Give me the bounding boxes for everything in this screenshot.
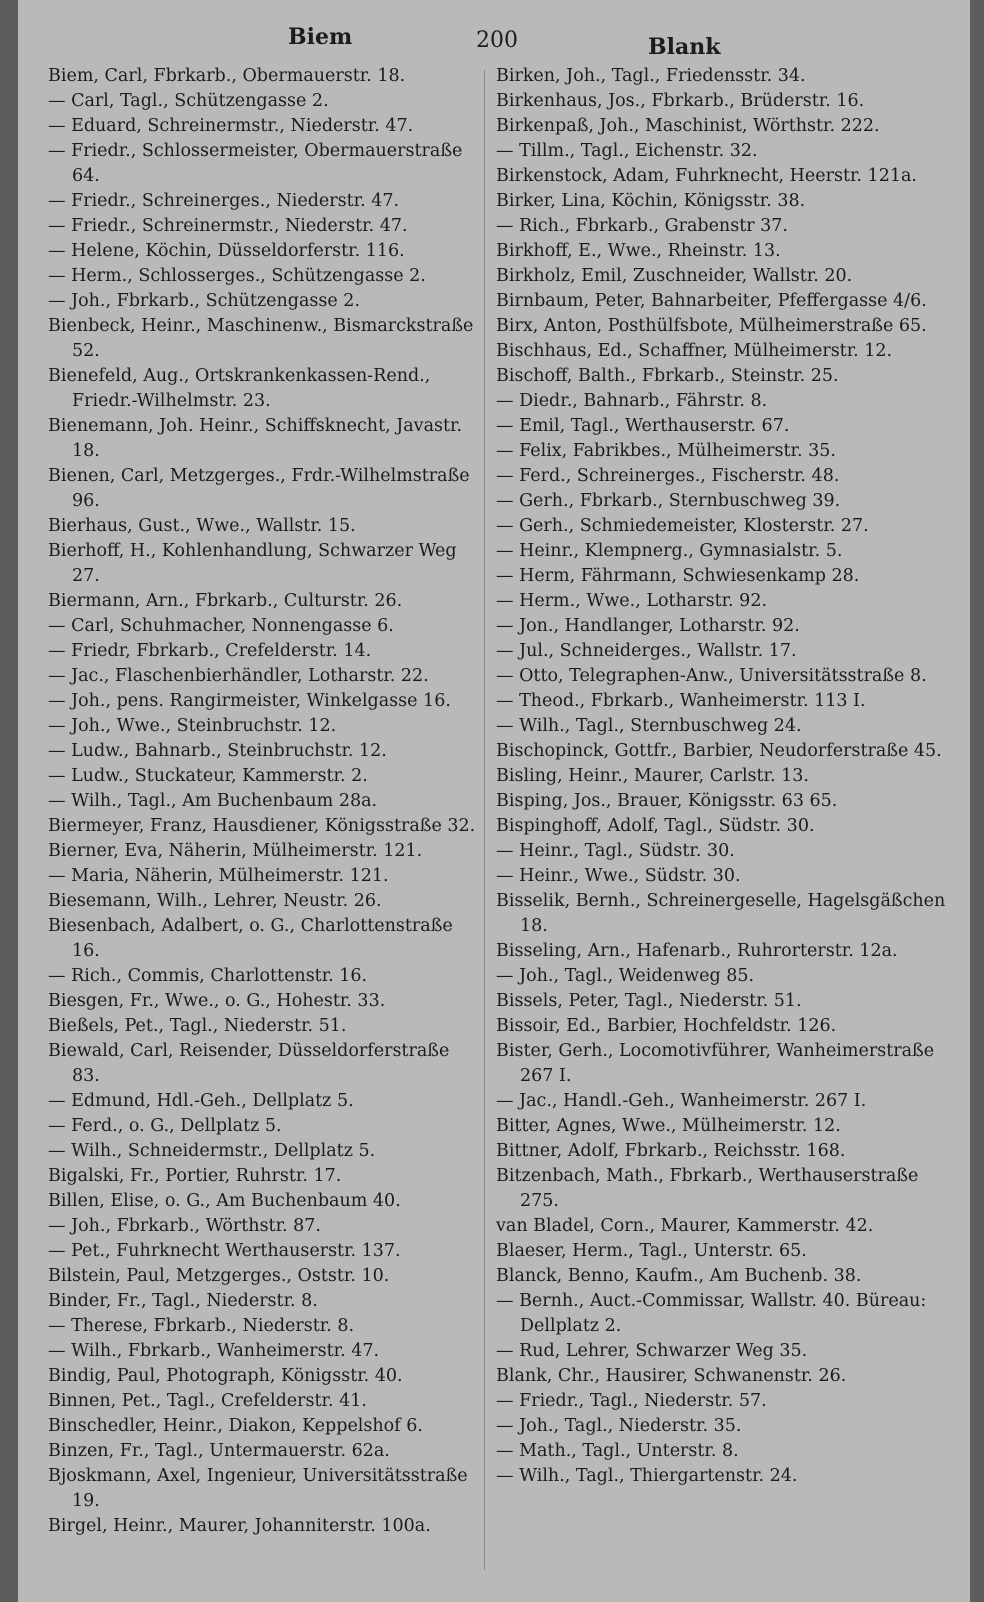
directory-entry: Biesemann, Wilh., Lehrer, Neustr. 26. [48, 891, 382, 911]
header-left-keyword: Biem [288, 24, 353, 50]
directory-entry: Bindig, Paul, Photograph, Königsstr. 40. [48, 1366, 403, 1386]
directory-entry: — Herm., Schlosserges., Schützengasse 2. [48, 266, 426, 286]
directory-entry: Biewald, Carl, Reisender, Düsseldorferstraße 83. [48, 1041, 450, 1086]
directory-entry: Birken, Joh., Tagl., Friedensstr. 34. [496, 66, 806, 86]
directory-entry: Bisselik, Bernh., Schreinergeselle, Hagelsgäßchen 18. [496, 891, 946, 936]
directory-entry: Biermann, Arn., Fbrkarb., Culturstr. 26. [48, 591, 403, 611]
directory-entry: Bierhoff, H., Kohlenhandlung, Schwarzer Weg 27. [48, 541, 457, 586]
directory-entry: — Jac., Flaschenbierhändler, Lotharstr. 22. [48, 666, 429, 686]
directory-entry: Birkenstock, Adam, Fuhrknecht, Heerstr. 121a. [496, 166, 917, 186]
directory-entry: Binnen, Pet., Tagl., Crefelderstr. 41. [48, 1391, 367, 1411]
directory-entry: — Tillm., Tagl., Eichenstr. 32. [496, 141, 758, 161]
directory-entry: Blank, Chr., Hausirer, Schwanenstr. 26. [496, 1366, 847, 1386]
directory-entry: Bisping, Jos., Brauer, Königsstr. 63 65. [496, 791, 838, 811]
directory-entry: Bister, Gerh., Locomotivführer, Wanheimerstraße 267 I. [496, 1041, 935, 1086]
directory-entry: — Joh., Tagl., Weidenweg 85. [496, 966, 755, 986]
directory-entry: — Bernh., Auct.-Commissar, Wallstr. 40. Büreau: Dellplatz 2. [496, 1291, 927, 1336]
directory-entry: Biem, Carl, Fbrkarb., Obermauerstr. 18. [48, 66, 406, 86]
directory-entry: — Wilh., Tagl., Sternbuschweg 24. [496, 716, 802, 736]
directory-entry: — Carl, Tagl., Schützengasse 2. [48, 91, 329, 111]
directory-entry: — Friedr., Schreinermstr., Niederstr. 47. [48, 216, 408, 236]
header-right-keyword: Blank [648, 34, 721, 60]
directory-entry: — Jac., Handl.-Geh., Wanheimerstr. 267 I. [496, 1091, 867, 1111]
directory-entry: Bienen, Carl, Metzgerges., Frdr.-Wilhelmstraße 96. [48, 466, 470, 511]
directory-entry: — Jul., Schneiderges., Wallstr. 17. [496, 641, 797, 661]
directory-entry: Bießels, Pet., Tagl., Niederstr. 51. [48, 1016, 347, 1036]
directory-entry: Birx, Anton, Posthülfsbote, Mülheimerstraße 65. [496, 316, 927, 336]
directory-entry: Blanck, Benno, Kaufm., Am Buchenb. 38. [496, 1266, 862, 1286]
directory-entry: Bischhaus, Ed., Schaffner, Mülheimerstr. 12. [496, 341, 893, 361]
directory-entry: Bitzenbach, Math., Fbrkarb., Werthauserstraße 275. [496, 1166, 919, 1211]
directory-entry: Bisling, Heinr., Maurer, Carlstr. 13. [496, 766, 809, 786]
directory-entry: — Rich., Fbrkarb., Grabenstr 37. [496, 216, 788, 236]
page-header [18, 18, 970, 58]
column-divider [484, 70, 485, 1570]
directory-entry: Birkhoff, E., Wwe., Rheinstr. 13. [496, 241, 781, 261]
directory-entry: — Heinr., Tagl., Südstr. 30. [496, 841, 735, 861]
directory-entry: — Maria, Näherin, Mülheimerstr. 121. [48, 866, 389, 886]
directory-entry: Bigalski, Fr., Portier, Ruhrstr. 17. [48, 1166, 342, 1186]
directory-entry: Bierner, Eva, Näherin, Mülheimerstr. 121. [48, 841, 423, 861]
directory-entry: — Otto, Telegraphen-Anw., Universitätsstraße 8. [496, 666, 927, 686]
directory-entry: — Wilh., Schneidermstr., Dellplatz 5. [48, 1141, 376, 1161]
directory-entry: Birgel, Heinr., Maurer, Johanniterstr. 100a. [48, 1516, 431, 1536]
directory-entry: Biermeyer, Franz, Hausdiener, Königsstraße 32. [48, 816, 476, 836]
page-number: 200 [476, 28, 518, 53]
directory-entry: Bjoskmann, Axel, Ingenieur, Universitätsstraße 19. [48, 1466, 468, 1511]
directory-entry: — Math., Tagl., Unterstr. 8. [496, 1441, 739, 1461]
directory-entry: Birkholz, Emil, Zuschneider, Wallstr. 20. [496, 266, 853, 286]
directory-entry: Birkenpaß, Joh., Maschinist, Wörthstr. 222. [496, 116, 880, 136]
directory-entry: Bittner, Adolf, Fbrkarb., Reichsstr. 168. [496, 1141, 846, 1161]
directory-entry: — Eduard, Schreinermstr., Niederstr. 47. [48, 116, 414, 136]
directory-entry: — Rud, Lehrer, Schwarzer Weg 35. [496, 1341, 808, 1361]
directory-entry: — Herm, Fährmann, Schwiesenkamp 28. [496, 566, 860, 586]
directory-entry: Bispinghoff, Adolf, Tagl., Südstr. 30. [496, 816, 815, 836]
directory-entry: Bissoir, Ed., Barbier, Hochfeldstr. 126. [496, 1016, 837, 1036]
directory-entry: Bierhaus, Gust., Wwe., Wallstr. 15. [48, 516, 356, 536]
directory-entry: Birkenhaus, Jos., Fbrkarb., Brüderstr. 16. [496, 91, 865, 111]
directory-entry: Bischopinck, Gottfr., Barbier, Neudorferstraße 45. [496, 741, 942, 761]
directory-entry: Binder, Fr., Tagl., Niederstr. 8. [48, 1291, 318, 1311]
directory-entry: — Wilh., Tagl., Am Buchenbaum 28a. [48, 791, 378, 811]
directory-entry: — Carl, Schuhmacher, Nonnengasse 6. [48, 616, 394, 636]
directory-entry: — Heinr., Klempnerg., Gymnasialstr. 5. [496, 541, 843, 561]
directory-entry: — Herm., Wwe., Lotharstr. 92. [496, 591, 768, 611]
directory-entry: — Rich., Commis, Charlottenstr. 16. [48, 966, 368, 986]
right-column [496, 64, 956, 1489]
directory-entry: Bienefeld, Aug., Ortskrankenkassen-Rend., Friedr.-Wilhelmstr. 23. [48, 366, 431, 411]
directory-entry: — Jon., Handlanger, Lotharstr. 92. [496, 616, 800, 636]
directory-entry: — Gerh., Fbrkarb., Sternbuschweg 39. [496, 491, 841, 511]
directory-entry: — Therese, Fbrkarb., Niederstr. 8. [48, 1316, 355, 1336]
directory-entry: — Friedr, Fbrkarb., Crefelderstr. 14. [48, 641, 372, 661]
directory-entry: — Joh., Fbrkarb., Schützengasse 2. [48, 291, 361, 311]
directory-entry: — Felix, Fabrikbes., Mülheimerstr. 35. [496, 441, 836, 461]
directory-entry: — Emil, Tagl., Werthauserstr. 67. [496, 416, 790, 436]
directory-entry: Binschedler, Heinr., Diakon, Keppelshof 6. [48, 1416, 423, 1436]
directory-entry: van Bladel, Corn., Maurer, Kammerstr. 42. [496, 1216, 874, 1236]
directory-entry: — Ludw., Bahnarb., Steinbruchstr. 12. [48, 741, 387, 761]
directory-entry: — Wilh., Tagl., Thiergartenstr. 24. [496, 1466, 798, 1486]
directory-entry: Bischoff, Balth., Fbrkarb., Steinstr. 25. [496, 366, 839, 386]
directory-entry: — Heinr., Wwe., Südstr. 30. [496, 866, 741, 886]
directory-entry: — Pet., Fuhrknecht Werthauserstr. 137. [48, 1241, 401, 1261]
directory-entry: Bienemann, Joh. Heinr., Schiffsknecht, Javastr. 18. [48, 416, 463, 461]
directory-entry: — Joh., Fbrkarb., Wörthstr. 87. [48, 1216, 321, 1236]
directory-entry: — Ferd., o. G., Dellplatz 5. [48, 1116, 282, 1136]
directory-entry: Biesgen, Fr., Wwe., o. G., Hohestr. 33. [48, 991, 386, 1011]
directory-entry: — Wilh., Fbrkarb., Wanheimerstr. 47. [48, 1341, 380, 1361]
directory-entry: — Helene, Köchin, Düsseldorferstr. 116. [48, 241, 405, 261]
directory-entry: Binzen, Fr., Tagl., Untermauerstr. 62a. [48, 1441, 390, 1461]
directory-entry: Biesenbach, Adalbert, o. G., Charlottenstraße 16. [48, 916, 453, 961]
directory-entry: — Friedr., Schlossermeister, Obermauerstraße 64. [48, 141, 463, 186]
directory-entry: — Ludw., Stuckateur, Kammerstr. 2. [48, 766, 368, 786]
directory-entry: Birnbaum, Peter, Bahnarbeiter, Pfeffergasse 4/6. [496, 291, 927, 311]
directory-entry: Blaeser, Herm., Tagl., Unterstr. 65. [496, 1241, 807, 1261]
directory-entry: — Joh., Tagl., Niederstr. 35. [496, 1416, 742, 1436]
directory-entry: — Friedr., Schreinerges., Niederstr. 47. [48, 191, 400, 211]
directory-entry: Birker, Lina, Köchin, Königsstr. 38. [496, 191, 806, 211]
directory-entry: Bilstein, Paul, Metzgerges., Oststr. 10. [48, 1266, 390, 1286]
directory-entry: — Joh., Wwe., Steinbruchstr. 12. [48, 716, 337, 736]
directory-entry: — Edmund, Hdl.-Geh., Dellplatz 5. [48, 1091, 354, 1111]
directory-entry: — Joh., pens. Rangirmeister, Winkelgasse 16. [48, 691, 451, 711]
directory-entry: Bissels, Peter, Tagl., Niederstr. 51. [496, 991, 802, 1011]
left-column [48, 64, 480, 1539]
directory-entry: — Ferd., Schreinerges., Fischerstr. 48. [496, 466, 840, 486]
directory-entry: — Theod., Fbrkarb., Wanheimerstr. 113 I. [496, 691, 866, 711]
directory-entry: Bienbeck, Heinr., Maschinenw., Bismarckstraße 52. [48, 316, 474, 361]
directory-entry: Billen, Elise, o. G., Am Buchenbaum 40. [48, 1191, 401, 1211]
directory-entry: Bitter, Agnes, Wwe., Mülheimerstr. 12. [496, 1116, 841, 1136]
directory-page [18, 0, 970, 1602]
directory-entry: — Gerh., Schmiedemeister, Klosterstr. 27. [496, 516, 869, 536]
directory-entry: — Friedr., Tagl., Niederstr. 57. [496, 1391, 767, 1411]
directory-entry: — Diedr., Bahnarb., Fährstr. 8. [496, 391, 768, 411]
directory-entry: Bisseling, Arn., Hafenarb., Ruhrorterstr. 12a. [496, 941, 898, 961]
